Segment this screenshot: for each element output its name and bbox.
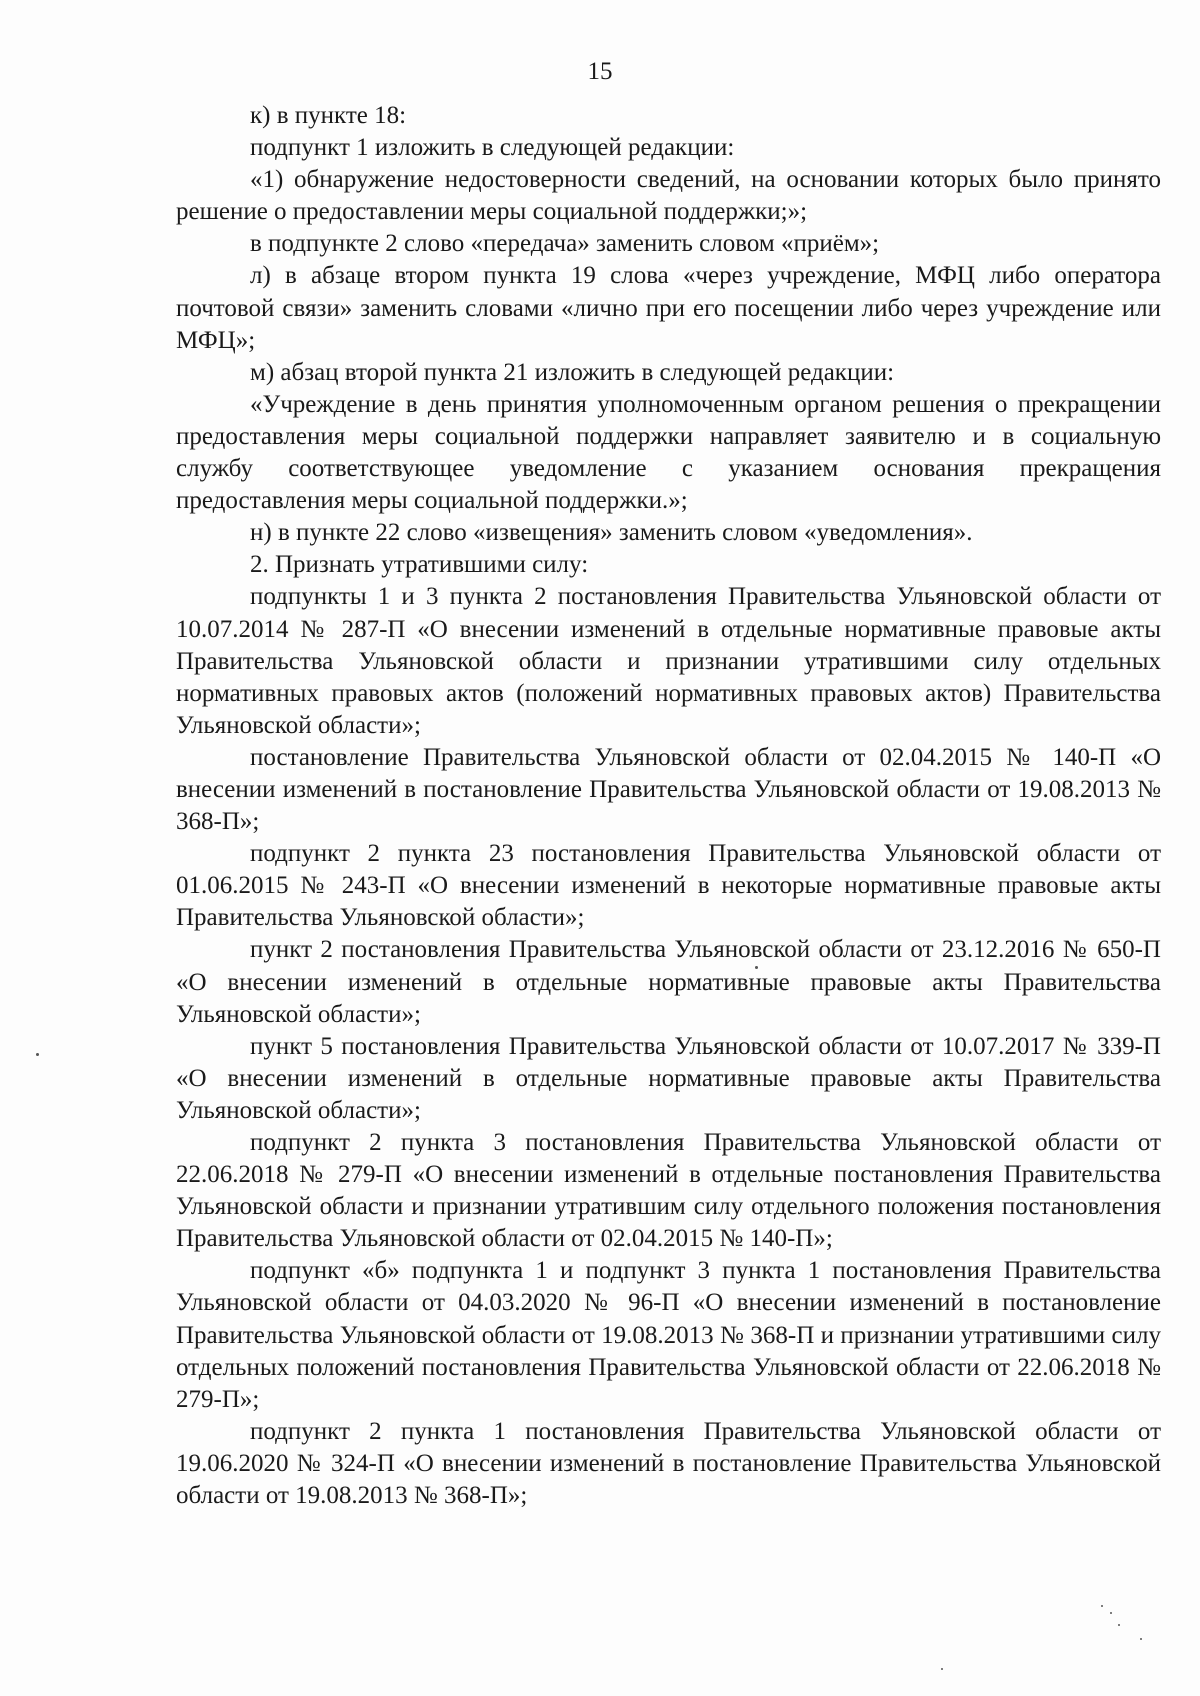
- paragraph-subitem-1-intro: подпункт 1 изложить в следующей редакции:: [250, 134, 735, 162]
- paragraph-repeal-2: постановление Правительства Ульяновской области от 02.04.2015 № 140-П «О внесении изменений в постановление Правительства Ульяновской области от 19.08.2013 № 368-П»;: [176, 743, 1161, 836]
- document-body: [176, 100, 1161, 1512]
- paragraph-repeal-5: пункт 5 постановления Правительства Ульяновской области от 10.07.2017 № 339-П «О внесении изменений в отдельные нормативные правовые акты Правительства Ульяновской области»;: [176, 1032, 1161, 1124]
- paragraph-repeal-8: подпункт 2 пункта 1 постановления Правительства Ульяновской области от 19.06.2020 № 324-П «О внесении изменений в постановление Правительства Ульяновской области от 19.08.2013 № 368-П»;: [176, 1417, 1161, 1510]
- paragraph-repeal-4: пункт 2 постановления Правительства Ульяновской области от 23.12.2016 № 650-П «О внесении изменений в отдельные нормативные правовые акты Правительства Ульяновской области»;: [176, 936, 1161, 1028]
- scan-speck: [1110, 1612, 1112, 1614]
- paragraph-subitem-1-text: «1) обнаружение недостоверности сведений, на основании которых было принято решение о предоставлении меры социальной поддержки;»;: [176, 166, 1161, 226]
- paragraph-repeal-6: подпункт 2 пункта 3 постановления Правительства Ульяновской области от 22.06.2018 № 279-П «О внесении изменений в отдельные постановления Правительства Ульяновской области и признании утратившим силу отдельного положения постановления Правительства Ульяновской области от 02.04.2015 № 140-П»;: [176, 1129, 1161, 1253]
- scan-speck: [1140, 1638, 1142, 1640]
- paragraph-m: м) абзац второй пункта 21 изложить в следующей редакции:: [250, 358, 895, 386]
- page-number: 15: [587, 58, 613, 85]
- paragraph-subitem-2: в подпункте 2 слово «передача» заменить словом «приём»;: [250, 230, 880, 258]
- paragraph-section-2: 2. Признать утратившими силу:: [250, 551, 589, 579]
- paragraph-repeal-7: подпункт «б» подпункта 1 и подпункт 3 пункта 1 постановления Правительства Ульяновской области от 04.03.2020 № 96-П «О внесении изменений в постановление Правительства Ульяновской области от 19.08.2013 № 368-П и признании утратившими силу отдельных положений постановления Правительства Ульяновской области от 22.06.2018 № 279-П»;: [176, 1257, 1161, 1413]
- paragraph-m-text: «Учреждение в день принятия уполномоченным органом решения о прекращении предоставления меры социальной поддержки направляет заявителю и в социальную службу соответствующее уведомление с указанием основания прекращения предоставления меры социальной поддержки.»;: [176, 390, 1161, 515]
- paragraph-n: н) в пункте 22 слово «извещения» заменить словом «уведомления».: [250, 519, 973, 547]
- scan-speck: [941, 1668, 943, 1670]
- scan-speck: [1101, 1605, 1103, 1607]
- paragraph-repeal-3: подпункт 2 пункта 23 постановления Правительства Ульяновской области от 01.06.2015 № 243-П «О внесении изменений в некоторые нормативные правовые акты Правительства Ульяновской области»;: [176, 840, 1161, 932]
- scan-speck: [1118, 1624, 1120, 1626]
- paragraph-l: л) в абзаце втором пункта 19 слова «через учреждение, МФЦ либо оператора почтовой связи» заменить словами «лично при его посещении либо через учреждение или МФЦ»;: [176, 262, 1161, 354]
- scan-speck: [36, 1053, 39, 1056]
- scan-speck: [755, 966, 758, 969]
- paragraph-repeal-1: подпункты 1 и 3 пункта 2 постановления Правительства Ульяновской области от 10.07.2014 № 287-П «О внесении изменений в отдельные нормативные правовые акты Правительства Ульяновской области и признании утратившими силу отдельных нормативных правовых актов (положений нормативных правовых актов) Правительства Ульяновской области»;: [176, 583, 1161, 739]
- paragraph-k: к) в пункте 18:: [250, 102, 407, 129]
